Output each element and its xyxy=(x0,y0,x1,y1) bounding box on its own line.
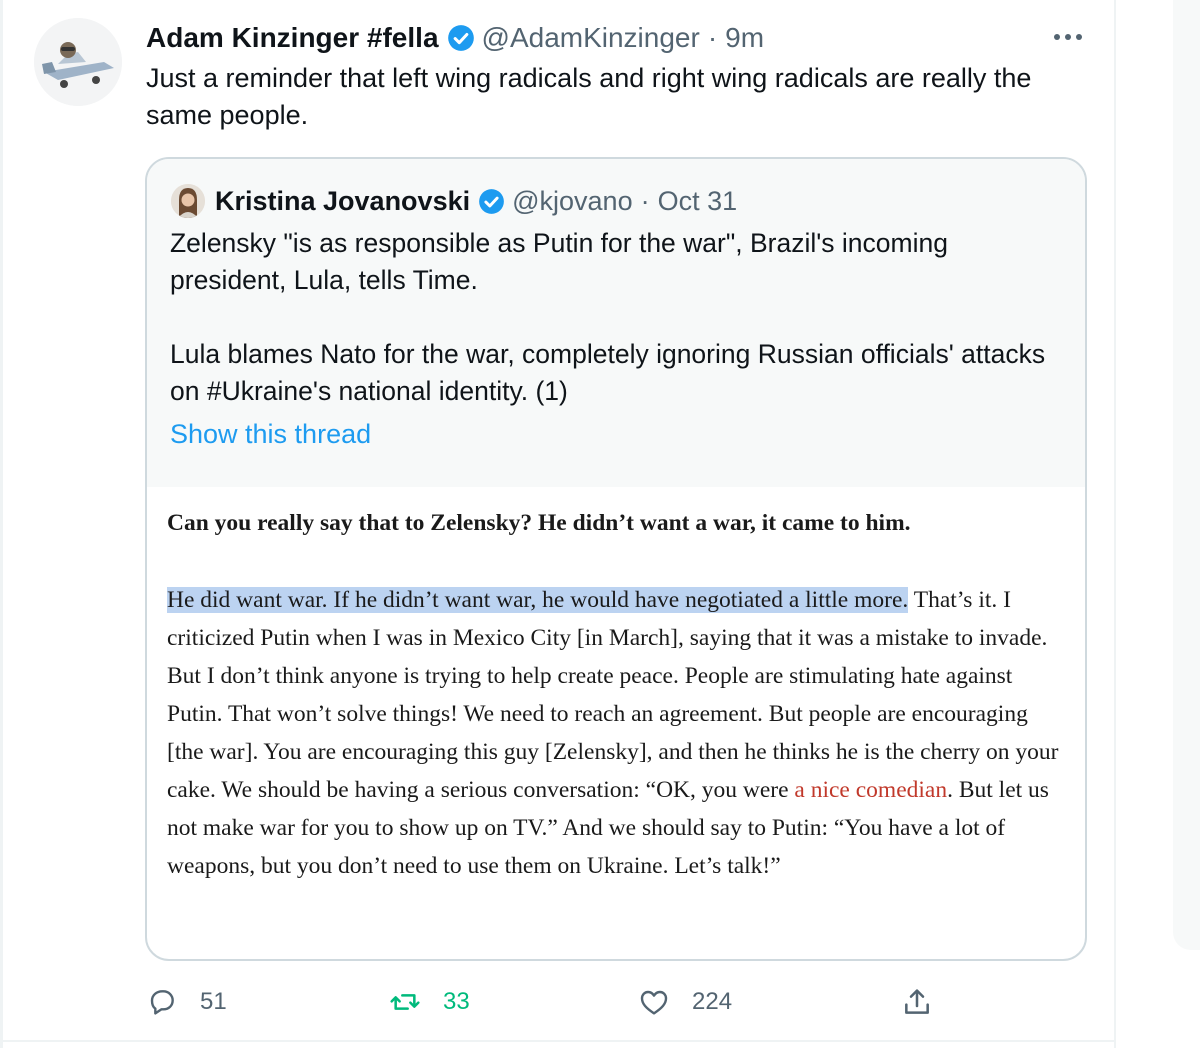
quoted-tweet-date[interactable]: Oct 31 xyxy=(657,185,738,216)
article-answer xyxy=(167,581,1067,885)
quoted-tweet-header xyxy=(215,182,737,220)
like-count: 224 xyxy=(692,988,733,1015)
avatar-plane-image xyxy=(34,18,122,106)
article-inline-link[interactable]: a nice comedian xyxy=(794,777,948,803)
sidebar-panel xyxy=(1173,0,1200,950)
retweet-count: 33 xyxy=(443,988,470,1015)
show-thread-link[interactable]: Show this thread xyxy=(170,419,372,449)
author-avatar[interactable] xyxy=(34,18,122,106)
reply-count: 51 xyxy=(200,988,227,1015)
tweet-text: Just a reminder that left wing radicals and right wing radicals are really the same people. xyxy=(146,63,1032,130)
quoted-author-name[interactable]: Kristina Jovanovski xyxy=(215,185,471,216)
reply-icon xyxy=(146,986,178,1018)
article-screenshot xyxy=(167,504,1067,885)
column-border xyxy=(0,0,3,1048)
tweet-bottom-divider xyxy=(0,1040,1114,1042)
article-text: . But let us not make war for you to show up on TV.” And we should say to Putin: “You have a lot of weapons, but you don’t need to use them on Ukraine. Let’s talk!” xyxy=(167,777,1049,879)
tweet-header xyxy=(146,20,764,56)
article-question: Can you really say that to Zelensky? He didn’t want a war, it came to him. xyxy=(167,510,911,536)
quoted-tweet-card[interactable] xyxy=(145,157,1087,961)
retweet-button[interactable] xyxy=(389,980,470,1024)
author-name[interactable]: Adam Kinzinger #fella xyxy=(146,22,439,53)
like-icon xyxy=(638,986,670,1018)
quoted-paragraph-2: Lula blames Nato for the war, completely ignoring Russian officials' attacks on #Ukraine's national identity. (1) xyxy=(170,339,1046,406)
quoted-author-handle[interactable]: @kjovano xyxy=(512,185,633,216)
like-button[interactable] xyxy=(638,980,732,1024)
separator-dot: · xyxy=(707,22,718,53)
verified-badge-icon xyxy=(478,188,505,215)
reply-button[interactable] xyxy=(146,980,227,1024)
quoted-author-avatar[interactable] xyxy=(171,184,205,218)
tweet-timestamp[interactable]: 9m xyxy=(725,22,765,53)
quoted-avatar-photo xyxy=(171,184,205,218)
article-text: That’s it. I criticized Putin when I was in Mexico City [in March], saying that it was a mistake to invade. But I don’t think anyone is trying to help create peace. People are stimulating hate against Putin. That won’t solve things! We need to reach an agreement. But people are encouraging [the war]. You are encouraging this guy [Zelensky], and then he thinks he is the cherry on your cake. We should be having a serious conversation: “OK, you were xyxy=(167,587,1059,803)
tweet-action-bar xyxy=(0,980,1114,1024)
column-divider xyxy=(1114,0,1116,1048)
separator-dot: · xyxy=(640,185,650,216)
quoted-paragraph-1: Zelensky "is as responsible as Putin for the war", Brazil's incoming president, Lula, tells Time. xyxy=(170,228,948,295)
share-button[interactable] xyxy=(901,980,933,1024)
highlighted-sentence: He did want war. If he didn’t want war, he would have negotiated a little more. xyxy=(167,587,909,613)
share-icon xyxy=(901,986,933,1018)
author-handle[interactable]: @AdamKinzinger xyxy=(481,22,700,53)
more-options-icon[interactable] xyxy=(1052,28,1084,46)
verified-badge-icon xyxy=(447,24,475,52)
quoted-tweet-text xyxy=(170,225,1050,410)
retweet-icon xyxy=(389,986,421,1018)
